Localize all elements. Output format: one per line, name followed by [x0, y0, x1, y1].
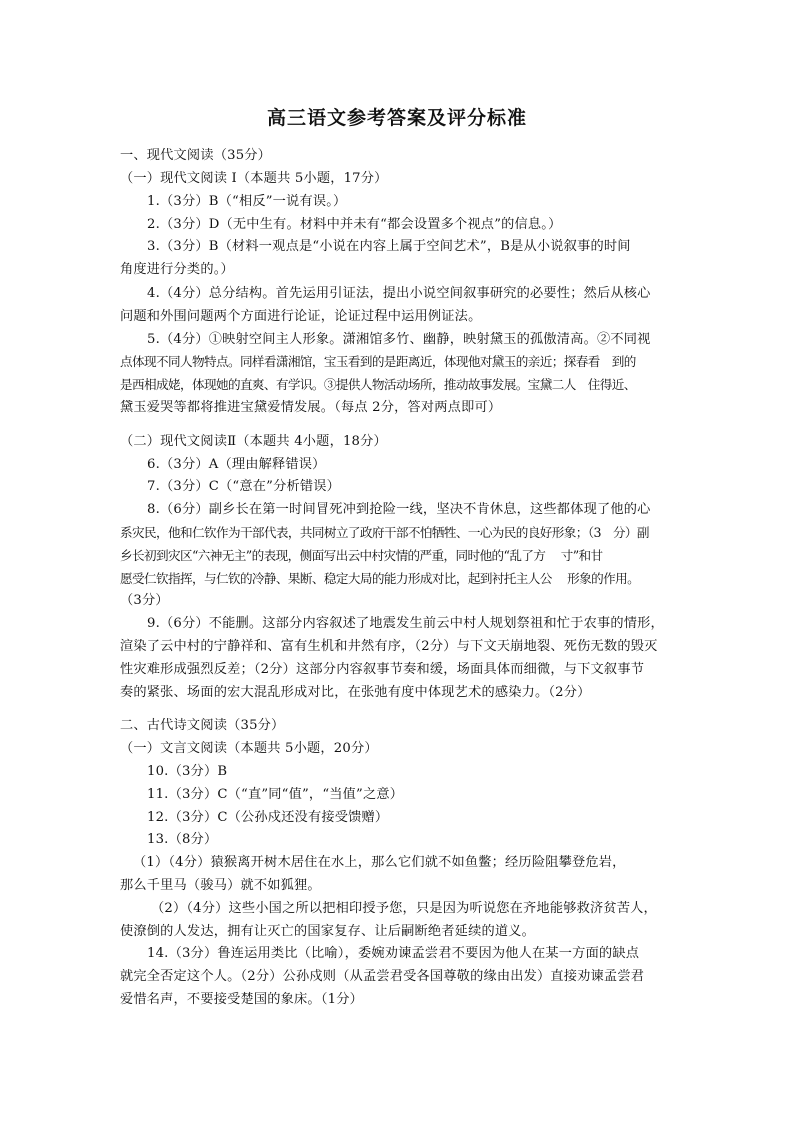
answer-line: （1）（4分）猿猴离开树木居住在水上，那么它们就不如鱼鳖；经历险阻攀登危岩， — [133, 855, 626, 870]
answer-line: 角度进行分类的。） — [120, 262, 234, 277]
answer-line: 是西相成姥，体现她的直爽、有学识。③提供人物活动场所，推动故事发展。宝黛二人 住得近、 — [120, 377, 636, 392]
answer-line: （2）（4分）这些小国之所以把相印授予您，只是因为听说您在齐地能够救济贫苦人， — [151, 901, 657, 916]
answer-line: 7.（3分）C（“意在”分析错误） — [147, 479, 341, 494]
answer-line: 奏的紧张、场面的宏大混乱形成对比，在张弛有度中体现艺术的感染力。（2分） — [120, 685, 591, 700]
answer-line: 5.（4分）①映射空间主人形象。潇湘馆多竹、幽静，映射黛玉的孤傲清高。②不同视 — [147, 332, 651, 347]
answer-line: 点体现不同人物特点。同样看潇湘馆，宝玉看到的是距离近，体现他对黛玉的亲近；探春看 到的 — [120, 354, 636, 369]
answer-line: 性灾难形成强烈反差；（2分）这部分内容叙事节奏和缓，场面具体而细微，与下文叙事节 — [120, 662, 645, 677]
answer-line: 就完全否定这个人。（2分）公孙戍则（从孟尝君受各国尊敬的缘由出发）直接劝谏孟尝君 — [120, 969, 645, 984]
subsection-heading: （一）现代文阅读 I（本题共 5小题，17分） — [120, 171, 388, 186]
answer-line: 10.（3分）B — [147, 764, 228, 779]
answer-line: 1.（3分）B（“相反”一说有误。） — [147, 194, 347, 209]
answer-line: 问题和外围问题两个方面进行论证，论证过程中运用例证法。 — [120, 309, 482, 324]
answer-line: 4.（4分）总分结构。首先运用引证法，提出小说空间叙事研究的必要性；然后从核心 — [147, 286, 651, 301]
answer-line: 渲染了云中村的宁静祥和、富有生机和井然有序，（2分）与下文天崩地裂、死伤无数的毁灭 — [120, 639, 658, 654]
answer-line: 乡长初到灾区“六神无主”的表现，侧面写出云中村灾情的严重，同时他的“乱了方 寸”和甘 — [120, 548, 603, 563]
answer-line: 14.（3分）鲁连运用类比（比喻），委婉劝谏孟尝君不要因为他人在某一方面的缺点 — [147, 946, 640, 961]
subsection-heading: （二）现代文阅读Ⅱ（本题共 4小题，18分） — [120, 434, 387, 449]
answer-line: 11.（3分）C（“直”同“值”，“当值”之意） — [147, 787, 404, 802]
answer-line: 爱惜名声，不要接受楚国的象床。（1分） — [120, 992, 363, 1007]
answer-line: 3.（3分）B（材料一观点是“小说在内容上属于空间艺术”，B是从小说叙事的时间 — [147, 239, 631, 254]
answer-line: 愿受仁钦指挥，与仁钦的冷静、果断、稳定大局的能力形成对比，起到衬托主人公 形象的作用。 — [120, 571, 640, 586]
answer-line: 12.（3分）C（公孙戍还没有接受馈赠） — [147, 810, 389, 825]
answer-line: 使潦倒的人发达，拥有让灭亡的国家复存、让后嗣断绝者延续的道义。 — [120, 924, 536, 939]
answer-line: 那么千里马（骏马）就不如狐狸。 — [120, 878, 321, 893]
section-heading: 二、古代诗文阅读（35分） — [120, 718, 285, 733]
subsection-heading: （一）文言文阅读（本题共 5小题，20分） — [120, 741, 378, 756]
section-heading: 一、现代文阅读（35分） — [120, 148, 272, 163]
answer-line: 13.（8分） — [147, 832, 218, 847]
answer-line: 黛玉爱哭等都将推进宝黛爱情发展。（每点 2分，答对两点即可） — [120, 400, 502, 415]
answer-line: 2.（3分）D（无中生有。材料中并未有“都会设置多个视点”的信息。） — [147, 217, 562, 232]
answer-line: 6.（3分）A（理由解释错误） — [147, 457, 326, 472]
answer-line: 系灾民，他和仁钦作为干部代表，共同树立了政府干部不怕牺牲、一心为民的良好形象；（3 分）副 — [120, 525, 649, 540]
answer-line: 8.（6分）副乡长在第一时间冒死冲到抢险一线，坚决不肯休息，这些都体现了他的心 — [147, 502, 651, 517]
answer-line: （3分） — [120, 593, 169, 608]
page-title: 高三语文参考答案及评分标准 — [266, 107, 527, 129]
answer-line: 9.（6分）不能删。这部分内容叙述了地震发生前云中村人规划祭祖和忙于农事的情形， — [147, 616, 664, 631]
